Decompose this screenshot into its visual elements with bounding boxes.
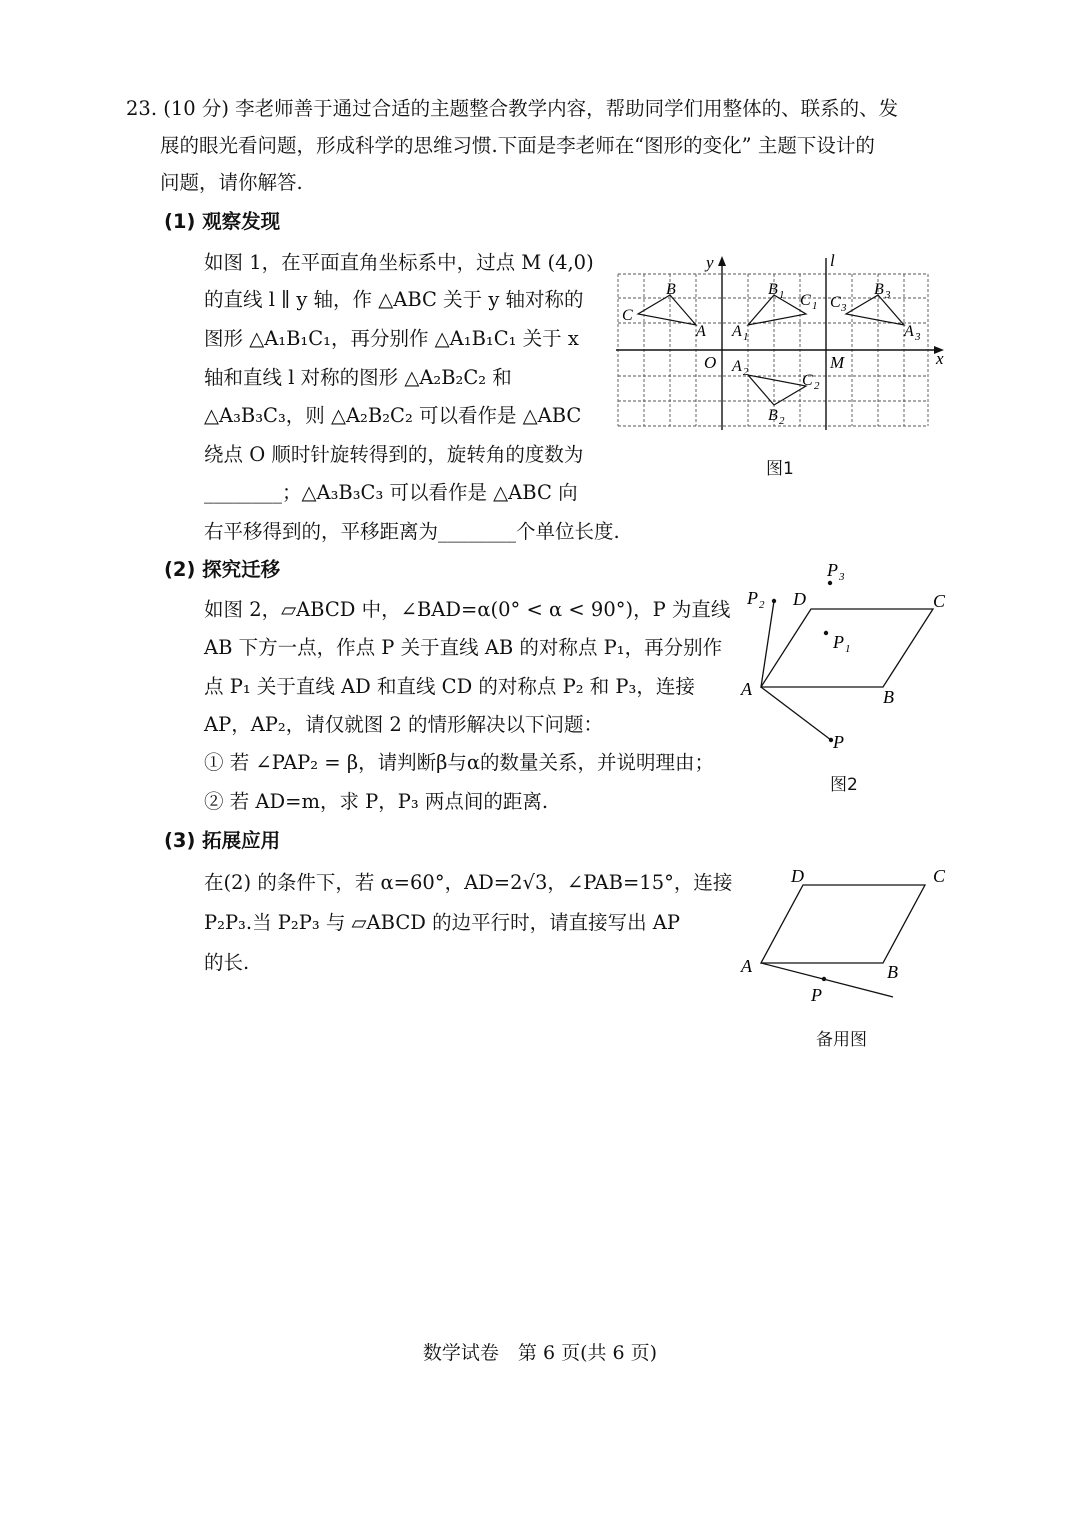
label-b1: B — [768, 281, 778, 298]
part1-title: (1) 观察发现 — [164, 210, 281, 233]
figure-3 — [735, 860, 960, 1010]
label-b3-sub: 3 — [885, 289, 891, 301]
spare-parallelogram-abcd — [761, 885, 925, 963]
fig2-label-p3-sub: 3 — [839, 571, 845, 583]
spare-point-p — [822, 977, 826, 981]
label-c1: C — [800, 292, 811, 309]
label-c3: C — [830, 294, 841, 311]
label-b2: B — [768, 407, 778, 424]
label-a2-sub: 2 — [743, 366, 749, 378]
label-c: C — [622, 307, 633, 324]
fig2-label-a: A — [741, 679, 752, 699]
line-l-label: l — [830, 251, 835, 270]
part3-line-2: P₂P₃.当 P₂P₃ 与 ▱ABCD 的边平行时，请直接写出 AP — [204, 911, 680, 934]
fig3-label-p: P — [811, 985, 822, 1005]
part1-line-7: ________；△A₃B₃C₃ 可以看作是 △ABC 向 — [204, 481, 578, 504]
page-footer: 数学试卷 第 6 页(共 6 页) — [422, 1342, 658, 1364]
intro-line-3: 问题，请你解答. — [160, 171, 303, 194]
part2-line-3: 点 P₁ 关于直线 AD 和直线 CD 的对称点 P₂ 和 P₃，连接 — [204, 675, 695, 698]
figure-1-caption: 图1 — [766, 459, 794, 479]
part1-line-6: 绕点 O 顺时针旋转得到的，旋转角的度数为 — [204, 443, 584, 466]
point-p1 — [824, 631, 828, 635]
fig2-label-p1-sub: 1 — [845, 643, 851, 655]
label-a1: A — [732, 323, 742, 340]
label-c2-sub: 2 — [814, 380, 820, 392]
segment-ap2 — [761, 601, 774, 687]
part1-line-1: 如图 1，在平面直角坐标系中，过点 M (4,0) — [204, 251, 594, 274]
label-b1-sub: 1 — [779, 289, 785, 301]
part3-line-1: 在(2) 的条件下，若 α=60°，AD=2√3，∠PAB=15°，连接 — [204, 871, 733, 894]
intro-line-1: 23. (10 分) 李老师善于通过合适的主题整合教学内容，帮助同学们用整体的、联系的、发 — [126, 97, 899, 120]
label-a1-sub: 1 — [743, 331, 749, 343]
label-c3-sub: 3 — [841, 302, 847, 314]
origin-label: O — [704, 353, 717, 372]
label-c1-sub: 1 — [812, 300, 818, 312]
fig3-label-b: B — [887, 962, 898, 982]
fig2-label-c: C — [933, 591, 946, 611]
part3-title: (3) 拓展应用 — [164, 829, 281, 852]
triangle-abc — [638, 295, 696, 325]
point-m-label: M — [830, 353, 845, 372]
fig3-label-c: C — [933, 866, 946, 886]
part2-line-6: ② 若 AD=m，求 P，P₃ 两点间的距离. — [204, 790, 549, 813]
label-a3: A — [904, 323, 914, 340]
fig2-label-b: B — [883, 687, 894, 707]
fig2-label-p1: P — [833, 632, 844, 652]
label-b2-sub: 2 — [779, 415, 785, 427]
label-a2: A — [732, 358, 742, 375]
part1-line-4: 轴和直线 l 对称的图形 △A₂B₂C₂ 和 — [204, 366, 512, 389]
part3-line-3: 的长. — [204, 951, 250, 974]
fig2-label-p: P — [833, 732, 844, 752]
spare-ray-ap — [761, 963, 893, 997]
fig2-label-p2: P — [747, 588, 758, 608]
part2-line-5: ① 若 ∠PAP₂ = β，请判断β与α的数量关系，并说明理由； — [204, 751, 715, 774]
fig3-label-a: A — [741, 956, 752, 976]
part2-line-2: AB 下方一点，作点 P 关于直线 AB 的对称点 P₁，再分别作 — [204, 636, 723, 659]
point-p2 — [772, 599, 776, 603]
point-p3 — [828, 581, 832, 585]
part2-line-4: AP，AP₂，请仅就图 2 的情形解决以下问题： — [204, 713, 604, 736]
triangle-a1b1c1 — [748, 295, 806, 325]
x-axis-label: x — [936, 349, 944, 368]
intro-line-2: 展的眼光看问题，形成科学的思维习惯.下面是李老师在“图形的变化” 主题下设计的 — [160, 134, 875, 157]
label-b: B — [666, 281, 676, 298]
label-a3-sub: 3 — [915, 331, 921, 343]
triangle-a3b3c3 — [846, 295, 904, 325]
fig2-label-p3: P — [827, 560, 838, 580]
figure-1 — [608, 250, 953, 435]
part1-line-3: 图形 △A₁B₁C₁，再分别作 △A₁B₁C₁ 关于 x — [204, 327, 579, 350]
y-axis-arrow — [718, 256, 726, 266]
fig2-label-d: D — [793, 589, 806, 609]
segment-ap — [761, 687, 831, 740]
part1-line-2: 的直线 l ∥ y 轴，作 △ABC 关于 y 轴对称的 — [204, 288, 584, 311]
part1-line-8: 右平移得到的，平移距离为________个单位长度. — [204, 520, 620, 543]
fig2-label-p2-sub: 2 — [759, 599, 765, 611]
label-a: A — [696, 323, 706, 340]
y-axis-label: y — [706, 253, 714, 272]
part2-line-1: 如图 2，▱ABCD 中，∠BAD=α(0° < α < 90°)，P 为直线 — [204, 598, 731, 621]
fig3-label-d: D — [791, 866, 804, 886]
part2-title: (2) 探究迁移 — [164, 558, 281, 581]
figure-2 — [735, 550, 960, 760]
label-c2: C — [802, 372, 813, 389]
triangle-a2b2c2 — [748, 375, 806, 405]
part1-line-5: △A₃B₃C₃，则 △A₂B₂C₂ 可以看作是 △ABC — [204, 404, 582, 427]
figure-3-caption: 备用图 — [816, 1030, 867, 1050]
figure-2-caption: 图2 — [830, 775, 858, 795]
label-b3: B — [874, 281, 884, 298]
